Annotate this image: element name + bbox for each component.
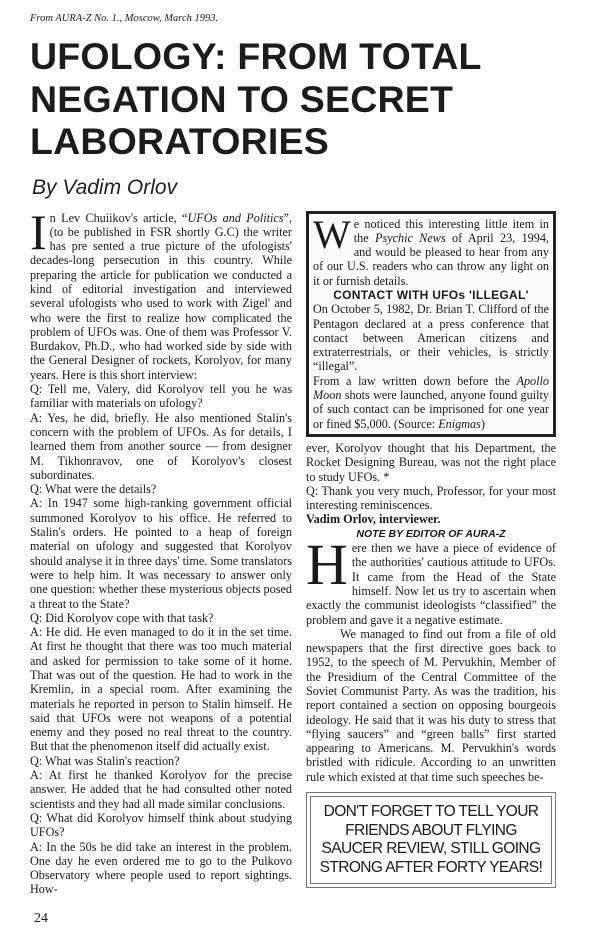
right-column-wrapper	[306, 211, 556, 889]
continuation-paragraph: ever, Korolyov thought that his Department, the Rocket Designing Bureau, was not the right place to study UFOs. *	[306, 440, 556, 484]
insert-box	[306, 211, 556, 437]
apollo-reference: Apollo Moon	[313, 373, 549, 403]
note-drop-cap: H	[306, 532, 348, 598]
article-title: UFOLOGY: FROM TOTAL NEGATION TO SECRET LABORATORIES	[30, 35, 481, 162]
editor-note-paragraph-2: We managed to find out from a file of old newspapers that the first directive goes back to 1952, to the speech of M. Pervukhin, Member of the Presidium of the Central Committee of the Soviet Communist Party. As was the tradition, his report contained a section on opposing bourgeois ideology. He said that it was his duty to stress that “flying saucers” and “green balls” first started appearing to Americans. M. Pervukhin's words bristled with ridicule. According to an unwritten rule which existed at that time such speeches be-	[306, 626, 556, 784]
interview-line: A: At first he thanked Korolyov for the precise answer. He added that he had consulted other noted scientists and they had all made similar conclusions.	[30, 768, 292, 811]
right-column	[306, 441, 556, 784]
interview-line: A: In 1947 some high-ranking government official summoned Korolyov to his office. He referred to Stalin's orders. He pointed to a heap of foreign material on ufology and suggested that Korolyov should analyse it in three days' time. Some translators were to help him. It was necessary to answer only one question: whether these mysterious objects posed a threat to the State?	[30, 496, 292, 611]
insert-intro-text-cont: of April 23, 1994, and would be pleased to hear from any of our U.S. readers who can throw any light on it or furnish details.	[313, 230, 549, 288]
closing-question: Q: Thank you very much, Professor, for your most interesting reminiscences.	[306, 483, 556, 513]
interview-line: A: Yes, he did, briefly. He also mentioned Stalin's concern with the problem of UFOs. As for details, I learned them from another source — from designer M. Tikhonravov, one of Korolyov's closest subordinates.	[30, 410, 292, 482]
closing-paren: )	[480, 416, 485, 431]
interview-line: A: He did. He even managed to do it in the set time. At first he thought that there was too much material and asked for permission to take some of it home. That was out of the question. He had to work in the Kremlin, in a special room. After examining the materials he reported in person to Stalin himself. He said that UFOs were not weapons of a potential enemy and they posed no real threat to the country. But that the phenomenon itself did actually exist.	[30, 625, 292, 754]
insert-drop-cap: W	[313, 211, 351, 257]
left-column-wrapper	[30, 203, 292, 927]
source-reference: Enigmas	[438, 416, 481, 431]
insert-body: On October 5, 1982, Dr. Brian T. Clifford of the Pentagon declared at a press conference that contact between American citizens and extraterrestrials, or their vehicles, is strictly “illegal”.	[313, 302, 549, 374]
interviewer-signature: Vadim Orlov, interviewer.	[306, 512, 441, 527]
source-line: From AURA-Z No. 1., Moscow, March 1993.	[30, 13, 219, 24]
insert-body-2	[313, 374, 549, 431]
editor-note-heading: NOTE BY EDITOR OF AURA-Z	[356, 527, 506, 540]
article-reference: UFOs and Politics	[187, 210, 284, 225]
promo-box	[306, 792, 556, 888]
intro-text: n Lev Chuiikov's article, “	[49, 210, 188, 225]
note-text: ere then we have a piece of evidence of the authorities' cautious attitude to UFOs. It came from the Head of the State himself. Now let us try to ascertain when exactly the communist ideologists “classified” the problem and gave it a negative estimate.	[306, 541, 556, 627]
publication-name: Psychic News	[375, 230, 446, 245]
page-number: 24	[34, 910, 48, 926]
promo-line: SAUCER REVIEW, STILL GOING	[321, 840, 541, 858]
intro-paragraph	[30, 203, 292, 383]
insert-body-text: From a law written down before the	[313, 373, 517, 388]
article-body	[0, 203, 600, 927]
interview-line: Q: What were the details?	[30, 482, 157, 497]
promo-inner-border	[310, 796, 552, 884]
interview-line: Q: What was Stalin's reaction?	[30, 753, 180, 768]
drop-cap: I	[30, 203, 47, 260]
intro-text-cont: ”, (to be published in FSR shortly G.C) the writer has pre sented a true picture of the ufologists' decades-long persecution in this country. While preparing the article for publication we conducted a kind of editorial investigation and interviewed several ufologists who used to work with Zigel' and who were the first to realize how complicated the problem of UFOs was. One of them was Professor V. Burdakov, Ph.D., who had worked side by side with the General Designer of rockets, Korolyov, for many years. Here is this short interview:	[30, 210, 292, 382]
interview-line: Q: What did Korolyov himself think about studying UFOs?	[30, 810, 292, 840]
promo-line: DON'T FORGET TO TELL YOUR	[323, 803, 539, 821]
interview-line: Q: Tell me, Valery, did Korolyov tell you he was familiar with materials on ufology?	[30, 382, 292, 411]
interview-line: A: In the 50s he did take an interest in the problem. One day he even ordered me to go to the Pulkovo Observatory where people used to report sightings. How-	[30, 839, 292, 897]
interview-line: Q: Did Korolyov cope with that task?	[30, 610, 214, 625]
promo-line: FRIENDS ABOUT FLYING	[345, 821, 517, 839]
byline: By Vadim Orlov	[32, 175, 178, 199]
insert-intro-text: e noticed this interesting little item in the	[353, 216, 549, 245]
insert-body-text-cont: shots were launched, anyone found guilty of such contact can be imprisoned for one year or fined $5,000. (Source:	[313, 388, 549, 431]
insert-intro	[313, 211, 549, 288]
left-column	[30, 203, 292, 897]
promo-line: STRONG AFTER FORTY YEARS!	[319, 858, 543, 876]
insert-headline: CONTACT WITH UFOs 'ILLEGAL'	[333, 287, 529, 302]
